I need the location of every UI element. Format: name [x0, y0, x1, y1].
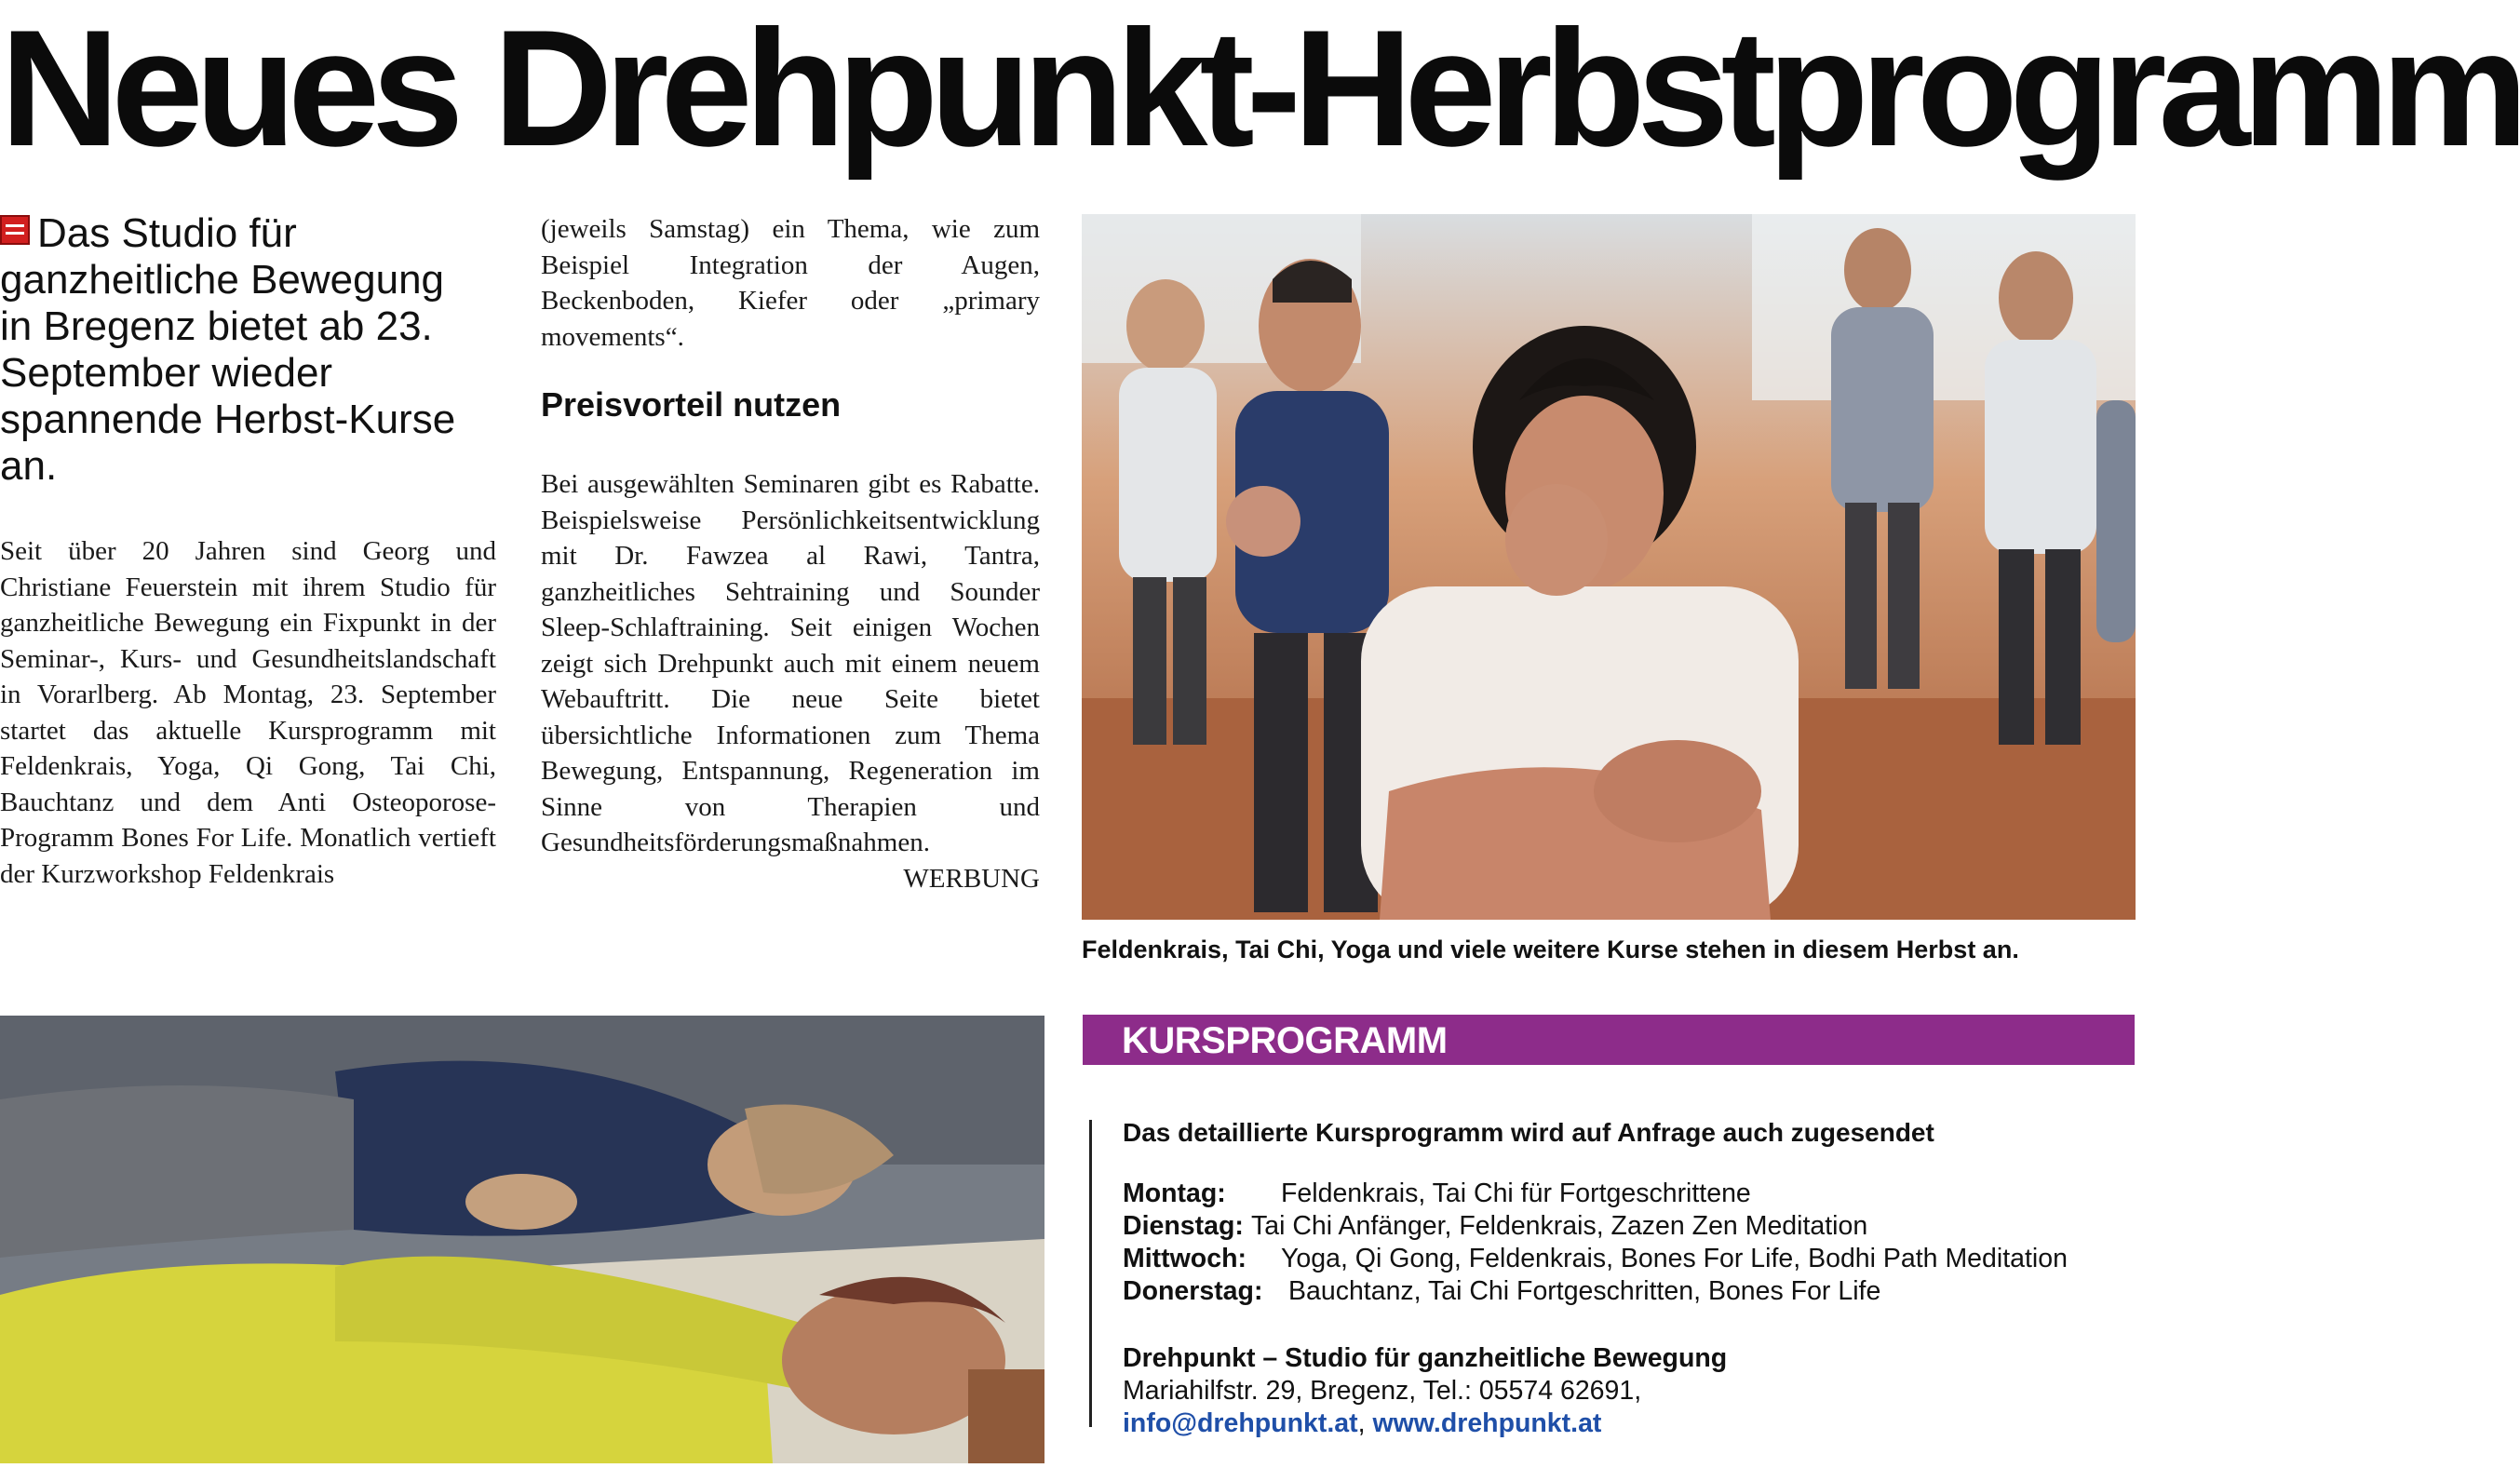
schedule-courses: Bauchtanz, Tai Chi Fortgeschritten, Bones For Life: [1288, 1276, 1881, 1306]
schedule-row-donerstag: [1123, 1275, 2068, 1308]
photo-floor-relaxation-illustration: [0, 1016, 1044, 1463]
kursprogramm-title: KURSPROGRAMM: [1122, 1020, 1448, 1061]
schedule-day: Donerstag:: [1123, 1276, 1263, 1306]
studio-address: Mariahilfstr. 29, Bregenz, Tel.: 05574 62691,: [1123, 1376, 1642, 1406]
body-column-1: [0, 533, 496, 962]
schedule-courses: Tai Chi Anfänger, Feldenkrais, Zazen Zen Meditation: [1251, 1211, 1868, 1241]
body-column-2-top: [541, 211, 1040, 360]
lead-text: Das Studio für ganzheitliche Bewegung in Bregenz bietet ab 23. September wieder spannende Herbst-Kurse an.: [0, 210, 456, 489]
schedule-row-montag: [1123, 1178, 2068, 1210]
kursprogramm-intro: Das detaillierte Kursprogramm wird auf Anfrage auch zugesendet: [1123, 1118, 1934, 1147]
body-column-2-bottom: [541, 466, 1040, 969]
body-paragraph-1: Seit über 20 Jahren sind Georg und Christiane Feuerstein mit ihrem Studio für ganzheitliche Bewegung ein Fixpunkt in der Seminar-, Kurs- und Gesundheitslandschaft in Vorarlberg. Ab Montag, 23. September startet das aktuelle Kursprogramm mit Feldenkrais, Yoga, Qi Gong, Tai Chi, Bauchtanz und dem Anti Osteoporose-Programm Bones For Life. Monatlich vertieft der Kurzworkshop Feldenkrais: [0, 536, 496, 889]
body-paragraph-2: Bei ausgewählten Seminaren gibt es Rabatte. Beispielsweise Persönlichkeitsentwicklung mit Dr. Fawzea al Rawi, Tantra, ganzheitliches Sehtraining und Sounder Sleep-Schlaftraining. Seit einigen Wochen zeigt sich Drehpunkt auch mit einem neuem Webauftritt. Die neue Seite bietet übersichtliche Informationen zum Thema Bewegung, Entspannung, Regeneration im Sinne von Therapien und Gesundheitsförderungsmaßnahmen.: [541, 469, 1040, 857]
schedule-day: Mittwoch:: [1123, 1244, 1247, 1273]
kursprogramm-divider: [1089, 1120, 1092, 1427]
photo-tai-chi-class: [1082, 214, 2136, 920]
schedule-courses: Yoga, Qi Gong, Feldenkrais, Bones For Life, Bodhi Path Meditation: [1281, 1244, 2068, 1273]
photo-floor-relaxation: [0, 1016, 1044, 1463]
lead-paragraph: [0, 210, 465, 490]
schedule-row-mittwoch: [1123, 1243, 2068, 1275]
course-schedule: [1123, 1178, 2068, 1308]
body-paragraph-1-continued: (jeweils Samstag) ein Thema, wie zum Beispiel Integration der Augen, Beckenboden, Kiefer oder „primary movements“.: [541, 214, 1040, 352]
studio-online: [1123, 1407, 1727, 1440]
link-separator: ,: [1357, 1408, 1373, 1438]
advertisement-label: WERBUNG: [903, 863, 1040, 894]
publication-logo-icon: [0, 215, 30, 245]
headline: Neues Drehpunkt-Herbstprogramm: [0, 0, 2520, 181]
schedule-day: Montag:: [1123, 1178, 1226, 1208]
schedule-day: Dienstag:: [1123, 1211, 1244, 1241]
photo-caption: Feldenkrais, Tai Chi, Yoga und viele weitere Kurse stehen in diesem Herbst an.: [1082, 936, 2019, 963]
subheading-preisvorteil: Preisvorteil nutzen: [541, 385, 842, 424]
studio-name: Drehpunkt – Studio für ganzheitliche Bewegung: [1123, 1343, 1728, 1373]
photo-tai-chi-class-illustration: [1082, 214, 2136, 920]
schedule-courses: Feldenkrais, Tai Chi für Fortgeschrittene: [1281, 1178, 1751, 1208]
contact-block: [1123, 1342, 1727, 1440]
schedule-row-dienstag: [1123, 1210, 2068, 1243]
website-link[interactable]: www.drehpunkt.at: [1372, 1408, 1602, 1438]
email-link[interactable]: info@drehpunkt.at: [1123, 1408, 1358, 1438]
